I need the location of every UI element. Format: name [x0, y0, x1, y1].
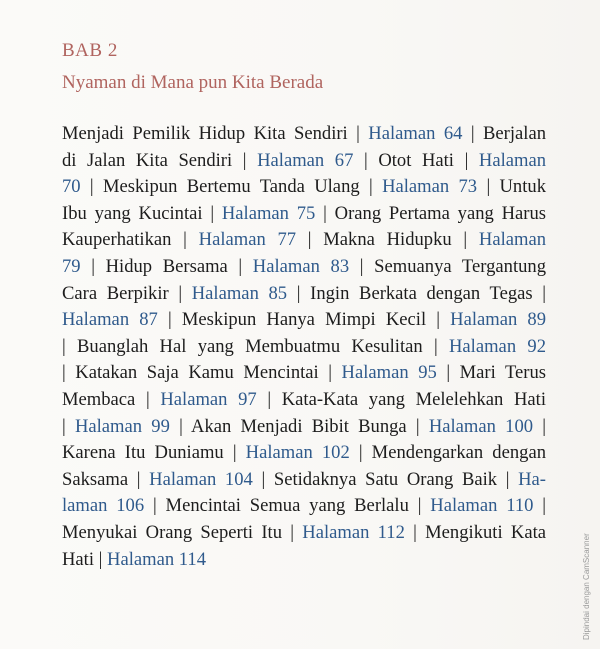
- entry-text: | Meskipun Hanya Mimpi Kecil |: [157, 309, 451, 331]
- entry-text: | Kata-Kata yang Melelehkan Hati: [256, 388, 547, 410]
- page-reference: Halaman 73: [382, 176, 478, 198]
- scanner-watermark: Dipindai dengan CamScanner: [582, 533, 591, 640]
- table-of-contents: [62, 121, 546, 573]
- page-reference: Halaman 92: [449, 335, 546, 357]
- entry-text: |: [62, 415, 75, 437]
- page-reference: Halaman 64: [368, 123, 463, 144]
- toc-line: [62, 520, 546, 547]
- page-reference: Halaman 95: [341, 362, 437, 384]
- page-reference: Halaman 112: [302, 521, 405, 543]
- page-reference: Halaman 89: [450, 309, 546, 331]
- chapter-label: BAB 2: [62, 40, 118, 61]
- entry-text: | Semuanya Tergantung: [349, 255, 546, 277]
- page-reference: Halaman 102: [245, 442, 350, 464]
- entry-text: | Mari Terus: [436, 362, 547, 384]
- entry-text: di Jalan Kita Sendiri |: [62, 149, 258, 171]
- page-reference: Halaman 97: [160, 388, 257, 410]
- entry-text: Kauperhatikan |: [62, 229, 199, 251]
- entry-text: Hati |: [62, 548, 108, 570]
- toc-line: [62, 254, 546, 281]
- toc-line: [62, 387, 546, 414]
- toc-line: [62, 174, 546, 201]
- page-reference: Halaman 83: [252, 255, 350, 277]
- toc-line: [62, 467, 546, 494]
- page-reference: 70: [62, 176, 81, 198]
- entry-text: | Orang Pertama yang Harus: [315, 202, 546, 224]
- page-reference: Halaman 67: [257, 149, 354, 171]
- entry-text: | Katakan Saja Kamu Mencintai |: [62, 362, 342, 384]
- page-reference: Halaman 100: [428, 415, 534, 437]
- page-reference: 79: [62, 255, 81, 277]
- entry-text: Ibu yang Kucintai |: [62, 202, 222, 224]
- entry-text: | Otot Hati |: [353, 149, 479, 171]
- toc-line: [62, 201, 546, 228]
- entry-text: | Buanglah Hal yang Membuatmu Kesulitan |: [62, 335, 449, 357]
- toc-line: [62, 414, 546, 441]
- entry-text: Karena Itu Duniamu |: [62, 442, 246, 464]
- page-reference: Halaman 85: [191, 282, 288, 304]
- entry-text: | Mencintai Semua yang Berlalu |: [144, 495, 431, 517]
- page-reference: Halaman: [478, 229, 547, 251]
- chapter-subtitle: Nyaman di Mana pun Kita Berada: [62, 72, 324, 93]
- entry-text: | Mengikuti Kata: [404, 521, 546, 543]
- page-reference: Halaman 104: [149, 468, 253, 490]
- entry-text: | Mendengarkan dengan: [349, 442, 546, 464]
- toc-line: [62, 360, 546, 387]
- page-reference: Halaman 87: [62, 309, 158, 331]
- page-reference: laman 106: [62, 495, 145, 517]
- entry-text: Menjadi Pemilik Hidup Kita Sendiri |: [62, 123, 369, 144]
- page-reference: Halaman 75: [221, 202, 316, 224]
- entry-text: | Ingin Berkata dengan Tegas |: [287, 282, 546, 304]
- entry-text: |: [533, 415, 547, 437]
- page-reference: Halaman 99: [74, 415, 170, 437]
- page-reference: Halaman 114: [107, 548, 207, 570]
- toc-line: [62, 281, 546, 308]
- entry-text: | Hidup Bersama |: [80, 255, 253, 277]
- toc-line: [62, 334, 546, 361]
- toc-line: [62, 307, 546, 334]
- entry-text: | Meskipun Bertemu Tanda Ulang |: [80, 176, 383, 198]
- entry-text: Cara Berpikir |: [62, 282, 192, 304]
- page-reference: Halaman 77: [198, 229, 297, 251]
- toc-line: [62, 148, 546, 175]
- page-reference: Ha-: [518, 468, 546, 490]
- entry-text: | Untuk: [477, 176, 546, 198]
- entry-text: | Berjalan: [462, 123, 546, 144]
- entry-text: Membaca |: [62, 388, 161, 410]
- entry-text: | Akan Menjadi Bibit Bunga |: [169, 415, 429, 437]
- page-reference: Halaman 110: [430, 495, 534, 517]
- toc-line: [62, 121, 546, 148]
- entry-text: Menyukai Orang Seperti Itu |: [62, 521, 303, 543]
- page-reference: Halaman: [478, 149, 547, 171]
- toc-line: [62, 493, 546, 520]
- toc-line: [62, 227, 546, 254]
- entry-text: | Setidaknya Satu Orang Baik |: [252, 468, 519, 490]
- toc-line: [62, 440, 546, 467]
- entry-text: Saksama |: [62, 468, 150, 490]
- entry-text: |: [533, 495, 546, 517]
- toc-line: [62, 547, 546, 574]
- entry-text: | Makna Hidupku |: [296, 229, 479, 251]
